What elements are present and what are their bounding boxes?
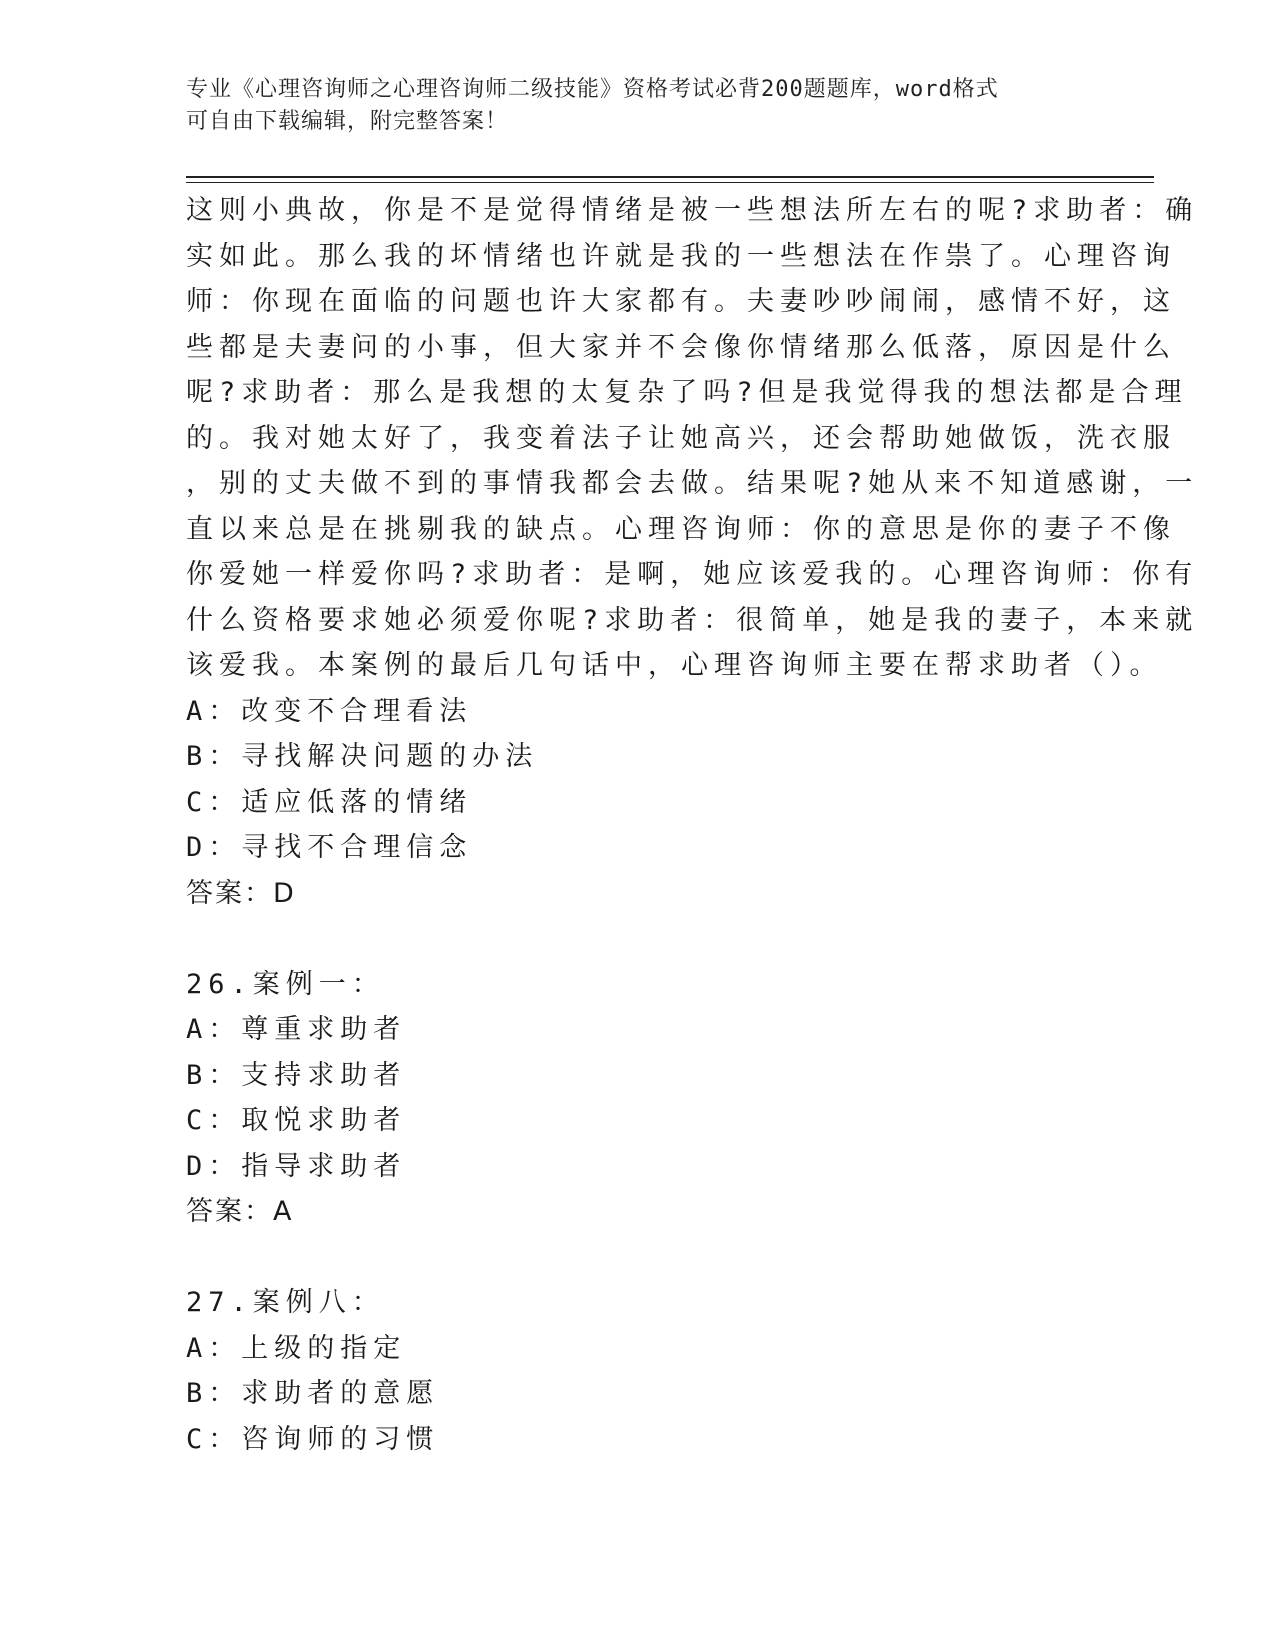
question-title: 27.案例八： [186,1287,385,1318]
question-stem-line: 什么资格要求她必须爱你呢?求助者：很简单，她是我的妻子，本来就 [186,604,1199,636]
question-stem-line: 实如此。那么我的坏情绪也许就是我的一些想法在作祟了。心理咨询 [186,240,1176,272]
answer-label: 答案：D [186,877,296,909]
spacer [186,1235,1076,1281]
option-c: C：适应低落的情绪 [186,786,473,818]
document-body [186,188,1199,1462]
option-d: D：指导求助者 [186,1150,407,1182]
question-stem-line: 呢?求助者：那么是我想的太复杂了吗?但是我觉得我的想法都是合理 [186,377,1188,408]
question-27 [186,1280,1076,1462]
option-d: D：寻找不合理信念 [186,832,473,863]
answer-label: 答案：A [186,1196,294,1227]
option-a: A：尊重求助者 [186,1014,407,1045]
document-header [186,74,1066,138]
option-c: C：取悦求助者 [186,1105,407,1136]
question-stem-line: 直以来总是在挑剔我的缺点。心理咨询师：你的意思是你的妻子不像 [186,513,1176,545]
question-stem-line: 的。我对她太好了，我变着法子让她高兴，还会帮助她做饭，洗衣服 [186,422,1176,454]
question-stem-line: 这则小典故，你是不是觉得情绪是被一些想法所左右的呢?求助者：确 [186,195,1199,226]
header-title-line-1: 专业《心理咨询师之心理咨询师二级技能》资格考试必背200题题库，word格式 [186,77,999,102]
option-c: C：咨询师的习惯 [186,1423,440,1455]
question-stem-line: 你爱她一样爱你吗?求助者：是啊，她应该爱我的。心理咨询师：你有 [186,559,1199,590]
option-a: A：上级的指定 [186,1332,407,1364]
question-stem-line: 些都是夫妻问的小事，但大家并不会像你情绪那么低落，原因是什么 [186,331,1176,363]
question-stem-line: 师：你现在面临的问题也许大家都有。夫妻吵吵闹闹，感情不好，这 [186,286,1176,317]
header-rule-thin [186,182,1154,183]
header-rule-thick [186,176,1154,178]
option-a: A：改变不合理看法 [186,695,473,727]
question-stem-line: 该爱我。本案例的最后几句话中，心理咨询师主要在帮求助者（）。 [186,650,1163,681]
question-26 [186,962,1076,1235]
header-title-line-2: 可自由下载编辑，附完整答案！ [186,109,509,134]
spacer [186,916,1076,962]
question-title: 26.案例一： [186,968,385,1000]
question-25 [186,188,1199,916]
option-b: B：寻找解决问题的办法 [186,741,539,772]
option-b: B：支持求助者 [186,1059,407,1091]
question-stem-line: ，别的丈夫做不到的事情我都会去做。结果呢?她从来不知道感谢，一 [186,468,1199,499]
option-b: B：求助者的意愿 [186,1378,440,1409]
